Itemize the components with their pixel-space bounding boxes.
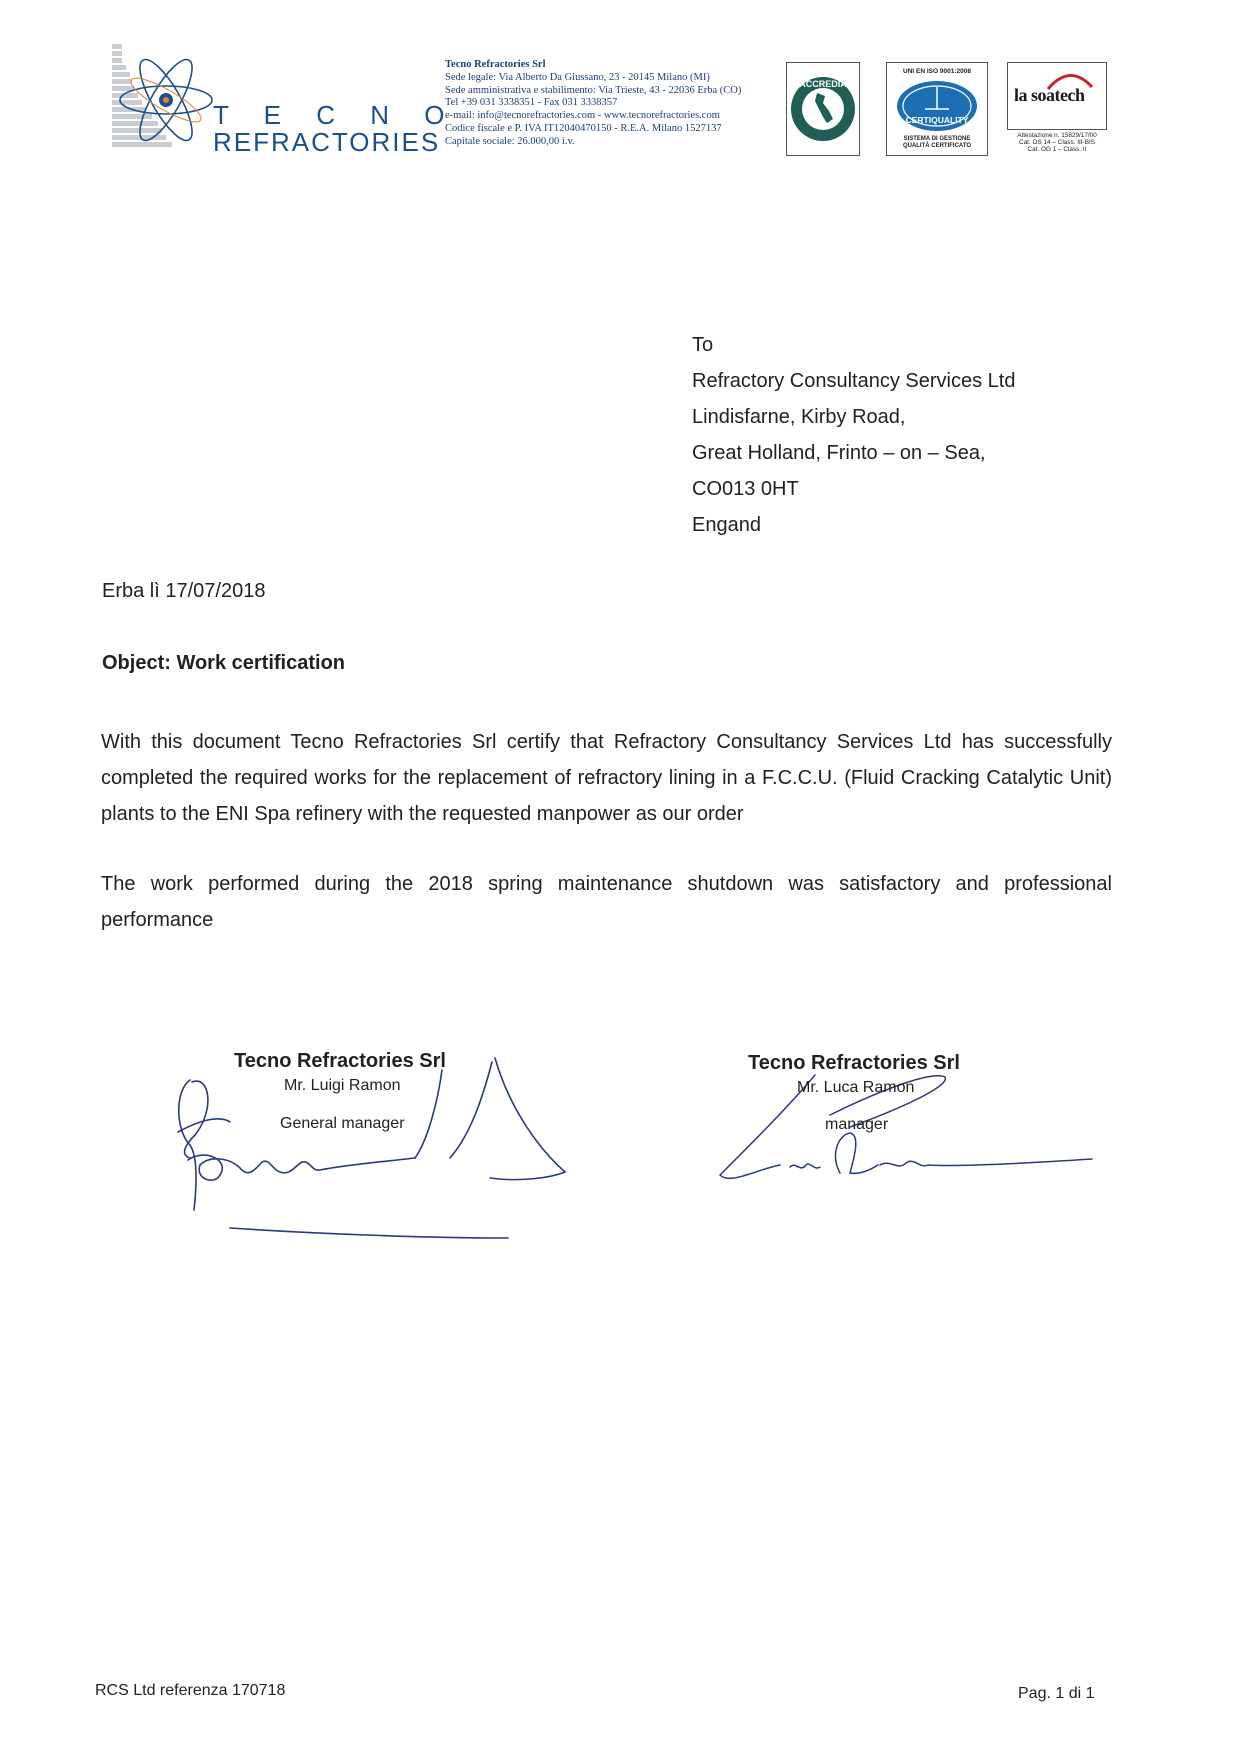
iso-caption-line: QUALITÀ CERTIFICATO — [902, 143, 972, 149]
signatory-1-name: Mr. Luigi Ramon — [284, 1077, 401, 1094]
body-paragraph: The work performed during the 2018 spring maintenance shutdown was satisfactory and professional performance — [101, 873, 1112, 931]
signature-2-icon — [710, 1055, 1100, 1205]
signatory-1-company: Tecno Refractories Srl — [234, 1050, 446, 1072]
tecno-logo-icon — [108, 42, 228, 152]
soatech-caption-line: Cat. OG 1 – Class. II — [1027, 145, 1087, 153]
recipient-line: Lindisfarne, Kirby Road, — [692, 406, 906, 428]
iso-caption — [887, 136, 987, 150]
recipient-line: Great Holland, Frinto – on – Sea, — [692, 442, 986, 464]
recipient-line: Engand — [692, 514, 761, 536]
address-line: Codice fiscale e P. IVA IT12040470150 - R.E.A. Milano 1527137 — [445, 122, 722, 134]
svg-text:ACCREDIA: ACCREDIA — [799, 79, 847, 89]
accredia-badge — [786, 62, 860, 156]
company-name: Tecno Refractories Srl — [445, 59, 546, 70]
soatech-caption — [1005, 133, 1109, 153]
iso-certification-badge — [886, 62, 988, 156]
page-number: Pag. 1 di 1 — [1018, 1685, 1095, 1702]
signatory-2-name: Mr. Luca Ramon — [797, 1079, 915, 1096]
address-line: Sede legale: Via Alberto Da Giussano, 23 - 20145 Milano (MI) — [445, 71, 710, 83]
soatech-badge — [1007, 62, 1107, 130]
soatech-caption-line: Cat. OS 14 – Class. III-BIS — [1018, 138, 1095, 146]
address-line: Sede amministrativa e stabilimento: Via Trieste, 43 - 22036 Erba (CO) — [445, 84, 742, 96]
recipient-line: CO013 0HT — [692, 478, 799, 500]
certiquality-seal-icon — [895, 79, 979, 133]
footer-reference: RCS Ltd referenza 170718 — [95, 1682, 286, 1699]
soatech-logo: la soatech — [1014, 85, 1085, 105]
iso-standard-label: UNI EN ISO 9001:2008 — [903, 68, 971, 75]
body-paragraph: With this document Tecno Refractories Srl certify that Refractory Consultancy Services Ltd has successfully completed the required works for the replacement of refractory lining in a F.C.C.U. (Fluid Cracking Catalytic Unit) plants to the ENI Spa refinery with the requested manpower as our order — [101, 731, 1112, 825]
recipient-address — [692, 327, 1015, 543]
signatory-1-role: General manager — [280, 1115, 405, 1132]
letter-date: Erba lì 17/07/2018 — [102, 580, 266, 602]
iso-caption-line: SISTEMA DI GESTIONE — [903, 136, 971, 142]
brand-line-tecno: T E C N O — [213, 100, 459, 130]
brand-line-refractories: REFRACTORIES — [213, 127, 441, 157]
soatech-caption-line: Attestazione n. 15829/17/00 — [1017, 132, 1097, 139]
address-line: Tel +39 031 3338351 - Fax 031 3338357 — [445, 97, 618, 109]
letter-subject: Object: Work certification — [102, 652, 346, 674]
address-line: e-mail: info@tecnorefractories.com - www.tecnorefractories.com — [445, 110, 720, 122]
signatory-2-role: manager — [825, 1116, 889, 1133]
company-info — [445, 59, 785, 149]
accredia-seal-icon — [787, 63, 859, 155]
recipient-line: To — [692, 334, 714, 356]
svg-text:CERTIQUALITY: CERTIQUALITY — [905, 115, 969, 125]
signatory-2-company: Tecno Refractories Srl — [748, 1052, 960, 1074]
recipient-line: Refractory Consultancy Services Ltd — [692, 370, 1016, 392]
address-line: Capitale sociale: 26.000,00 i.v. — [445, 135, 575, 147]
